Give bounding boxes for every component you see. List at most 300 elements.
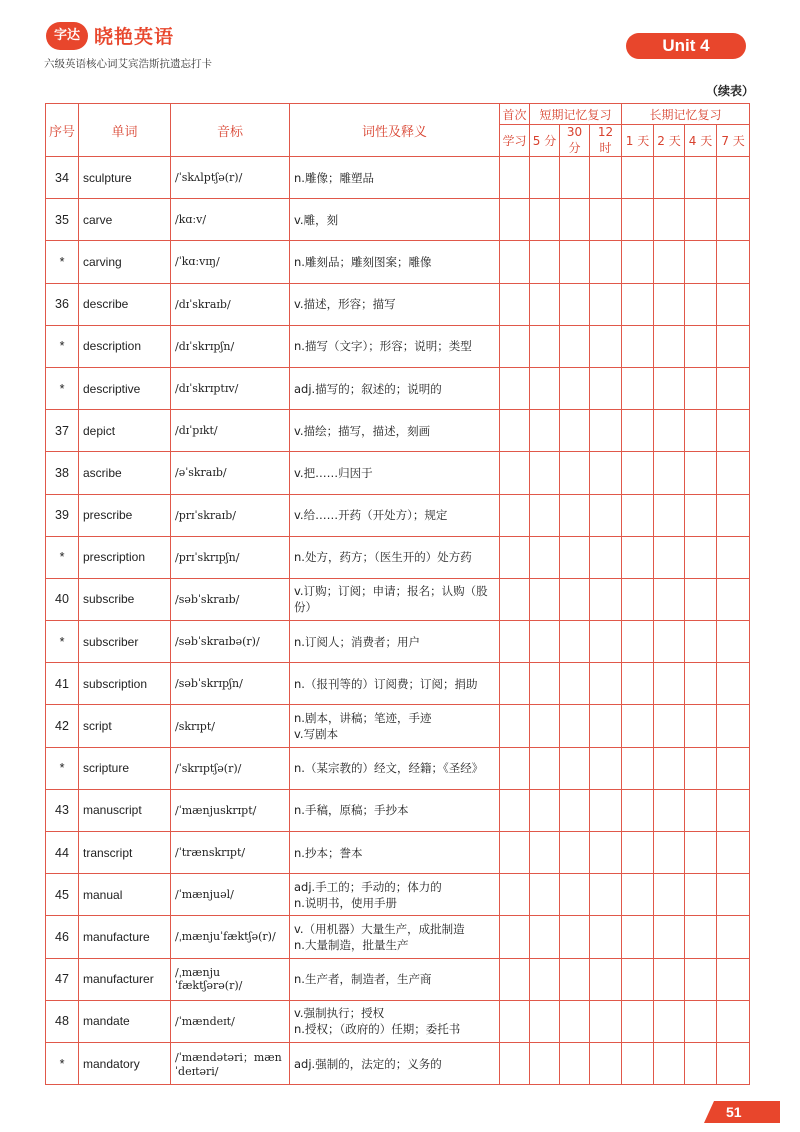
row-index: 39: [46, 494, 79, 536]
review-checkbox-cell[interactable]: [530, 874, 560, 916]
review-checkbox-cell[interactable]: [590, 367, 622, 409]
table-row: [46, 874, 750, 916]
review-checkbox-cell[interactable]: [685, 789, 717, 831]
meaning-line: v.强制执行；授权: [294, 1006, 385, 1021]
row-phonetic: /səbˈskraɪbə(r)/: [171, 621, 290, 663]
review-checkbox-cell[interactable]: [685, 452, 717, 494]
meaning-line: n.雕刻品；雕刻图案；雕像: [294, 254, 432, 269]
review-checkbox-cell[interactable]: [685, 1000, 717, 1042]
table-row: [46, 241, 750, 283]
row-meaning: [290, 1042, 500, 1084]
table-row: [46, 1042, 750, 1084]
meaning-line: n.抄本；誊本: [294, 845, 363, 860]
review-checkbox-cell[interactable]: [622, 1042, 654, 1084]
review-checkbox-cell[interactable]: [530, 325, 560, 367]
review-checkbox-cell[interactable]: [685, 578, 717, 620]
review-checkbox-cell[interactable]: [500, 367, 530, 409]
review-checkbox-cell[interactable]: [530, 199, 560, 241]
meaning-line: n.订阅人；消费者；用户: [294, 634, 420, 649]
review-checkbox-cell[interactable]: [530, 621, 560, 663]
review-checkbox-cell[interactable]: [622, 452, 654, 494]
row-index: 38: [46, 452, 79, 494]
review-checkbox-cell[interactable]: [500, 916, 530, 958]
row-index: 36: [46, 283, 79, 325]
header-index: 序号: [46, 104, 79, 157]
review-checkbox-cell[interactable]: [685, 747, 717, 789]
review-checkbox-cell[interactable]: [622, 325, 654, 367]
review-checkbox-cell[interactable]: [560, 494, 590, 536]
row-phonetic: /ˈskʌlptʃə(r)/: [171, 157, 290, 199]
review-checkbox-cell[interactable]: [590, 536, 622, 578]
table-row: [46, 663, 750, 705]
meaning-line: v.描绘；描写，描述，刻画: [294, 423, 431, 438]
review-checkbox-cell[interactable]: [654, 874, 685, 916]
review-checkbox-cell[interactable]: [717, 536, 750, 578]
row-word: subscribe: [79, 578, 171, 620]
vocabulary-table: [45, 103, 750, 1085]
row-meaning: [290, 452, 500, 494]
review-checkbox-cell[interactable]: [500, 874, 530, 916]
review-checkbox-cell[interactable]: [590, 1000, 622, 1042]
meaning-line: n.说明书，使用手册: [294, 895, 397, 910]
review-checkbox-cell[interactable]: [685, 367, 717, 409]
review-checkbox-cell[interactable]: [560, 283, 590, 325]
review-checkbox-cell[interactable]: [622, 958, 654, 1000]
review-checkbox-cell[interactable]: [590, 958, 622, 1000]
review-checkbox-cell[interactable]: [654, 1000, 685, 1042]
review-checkbox-cell[interactable]: [560, 452, 590, 494]
review-checkbox-cell[interactable]: [717, 747, 750, 789]
review-checkbox-cell[interactable]: [500, 536, 530, 578]
table-row: [46, 199, 750, 241]
review-checkbox-cell[interactable]: [622, 621, 654, 663]
review-checkbox-cell[interactable]: [560, 916, 590, 958]
review-checkbox-cell[interactable]: [530, 663, 560, 705]
review-checkbox-cell[interactable]: [560, 663, 590, 705]
unit-badge: Unit 4: [626, 33, 746, 59]
review-checkbox-cell[interactable]: [590, 1042, 622, 1084]
review-checkbox-cell[interactable]: [622, 874, 654, 916]
review-checkbox-cell[interactable]: [560, 367, 590, 409]
review-checkbox-cell[interactable]: [500, 747, 530, 789]
brand-logo: 字达: [46, 22, 88, 50]
review-checkbox-cell[interactable]: [500, 494, 530, 536]
review-checkbox-cell[interactable]: [717, 874, 750, 916]
review-checkbox-cell[interactable]: [717, 621, 750, 663]
review-checkbox-cell[interactable]: [622, 705, 654, 747]
meaning-line: v.（用机器）大量生产，成批制造: [294, 921, 465, 936]
row-index: 34: [46, 157, 79, 199]
review-checkbox-cell[interactable]: [622, 241, 654, 283]
row-meaning: [290, 241, 500, 283]
header-5min: 5 分: [530, 125, 560, 157]
review-checkbox-cell[interactable]: [530, 958, 560, 1000]
row-meaning: [290, 958, 500, 1000]
review-checkbox-cell[interactable]: [500, 958, 530, 1000]
row-meaning: [290, 747, 500, 789]
review-checkbox-cell[interactable]: [560, 832, 590, 874]
review-checkbox-cell[interactable]: [622, 199, 654, 241]
review-checkbox-cell[interactable]: [685, 283, 717, 325]
review-checkbox-cell[interactable]: [590, 325, 622, 367]
header-30min: 30 分: [560, 125, 590, 157]
row-meaning: [290, 832, 500, 874]
page-subtitle: 六级英语核心词艾宾浩斯抗遗忘打卡: [44, 58, 212, 70]
review-checkbox-cell[interactable]: [654, 663, 685, 705]
review-checkbox-cell[interactable]: [685, 241, 717, 283]
row-word: carve: [79, 199, 171, 241]
header-1day: 1 天: [622, 125, 654, 157]
row-phonetic: /dɪˈskrɪptɪv/: [171, 367, 290, 409]
meaning-line: v.雕，刻: [294, 212, 339, 227]
meaning-line: 份）: [294, 600, 317, 615]
brand-name: 晓艳英语: [94, 26, 175, 48]
review-checkbox-cell[interactable]: [530, 578, 560, 620]
row-meaning: [290, 621, 500, 663]
table-row: [46, 410, 750, 452]
meaning-line: n.手稿，原稿；手抄本: [294, 803, 409, 818]
row-index: 35: [46, 199, 79, 241]
review-checkbox-cell[interactable]: [654, 1042, 685, 1084]
review-checkbox-cell[interactable]: [622, 283, 654, 325]
review-checkbox-cell[interactable]: [685, 325, 717, 367]
review-checkbox-cell[interactable]: [530, 747, 560, 789]
review-checkbox-cell[interactable]: [717, 410, 750, 452]
review-checkbox-cell[interactable]: [622, 747, 654, 789]
review-checkbox-cell[interactable]: [560, 536, 590, 578]
review-checkbox-cell[interactable]: [717, 157, 750, 199]
table-row: [46, 916, 750, 958]
row-phonetic: /əˈskraɪb/: [171, 452, 290, 494]
review-checkbox-cell[interactable]: [590, 199, 622, 241]
review-checkbox-cell[interactable]: [530, 452, 560, 494]
review-checkbox-cell[interactable]: [500, 705, 530, 747]
review-checkbox-cell[interactable]: [500, 199, 530, 241]
review-checkbox-cell[interactable]: [717, 494, 750, 536]
meaning-line: v.描述，形容；描写: [294, 297, 396, 312]
table-row: [46, 1000, 750, 1042]
review-checkbox-cell[interactable]: [560, 705, 590, 747]
review-checkbox-cell[interactable]: [590, 452, 622, 494]
row-meaning: [290, 705, 500, 747]
row-meaning: [290, 199, 500, 241]
header-long-term: 长期记忆复习: [622, 104, 750, 125]
review-checkbox-cell[interactable]: [717, 199, 750, 241]
row-meaning: [290, 283, 500, 325]
row-word: mandate: [79, 1000, 171, 1042]
review-checkbox-cell[interactable]: [717, 958, 750, 1000]
review-checkbox-cell[interactable]: [530, 916, 560, 958]
review-checkbox-cell[interactable]: [654, 410, 685, 452]
review-checkbox-cell[interactable]: [717, 367, 750, 409]
review-checkbox-cell[interactable]: [560, 621, 590, 663]
review-checkbox-cell[interactable]: [685, 832, 717, 874]
review-checkbox-cell[interactable]: [654, 157, 685, 199]
review-checkbox-cell[interactable]: [717, 241, 750, 283]
review-checkbox-cell[interactable]: [560, 789, 590, 831]
review-checkbox-cell[interactable]: [654, 832, 685, 874]
review-checkbox-cell[interactable]: [590, 578, 622, 620]
review-checkbox-cell[interactable]: [685, 874, 717, 916]
row-phonetic: /ˈmændətəri；mænˈdeɪtəri/: [171, 1042, 290, 1084]
review-checkbox-cell[interactable]: [654, 494, 685, 536]
row-index: *: [46, 367, 79, 409]
review-checkbox-cell[interactable]: [590, 410, 622, 452]
review-checkbox-cell[interactable]: [560, 958, 590, 1000]
meaning-line: v.把……归因于: [294, 465, 373, 480]
review-checkbox-cell[interactable]: [622, 494, 654, 536]
review-checkbox-cell[interactable]: [500, 578, 530, 620]
review-checkbox-cell[interactable]: [530, 1000, 560, 1042]
row-index: 37: [46, 410, 79, 452]
review-checkbox-cell[interactable]: [654, 241, 685, 283]
row-index: 48: [46, 1000, 79, 1042]
row-word: manuscript: [79, 789, 171, 831]
page-header: [0, 0, 800, 98]
review-checkbox-cell[interactable]: [530, 494, 560, 536]
row-phonetic: /prɪˈskraɪb/: [171, 494, 290, 536]
review-checkbox-cell[interactable]: [590, 832, 622, 874]
row-phonetic: /səbˈskrɪpʃn/: [171, 663, 290, 705]
review-checkbox-cell[interactable]: [500, 1042, 530, 1084]
header-7day: 7 天: [717, 125, 750, 157]
table-row: [46, 578, 750, 620]
review-checkbox-cell[interactable]: [500, 1000, 530, 1042]
review-checkbox-cell[interactable]: [530, 157, 560, 199]
review-checkbox-cell[interactable]: [685, 621, 717, 663]
review-checkbox-cell[interactable]: [560, 241, 590, 283]
meaning-line: n.（报刊等的）订阅费；订阅；捐助: [294, 676, 478, 691]
review-checkbox-cell[interactable]: [560, 747, 590, 789]
table-row: [46, 747, 750, 789]
review-checkbox-cell[interactable]: [622, 832, 654, 874]
review-checkbox-cell[interactable]: [500, 410, 530, 452]
row-meaning: [290, 367, 500, 409]
review-checkbox-cell[interactable]: [590, 494, 622, 536]
meaning-line: n.授权；（政府的）任期；委托书: [294, 1022, 461, 1037]
row-phonetic: /kɑːv/: [171, 199, 290, 241]
review-checkbox-cell[interactable]: [590, 874, 622, 916]
review-checkbox-cell[interactable]: [560, 199, 590, 241]
row-phonetic: /ˈmænjuəl/: [171, 874, 290, 916]
row-phonetic: /səbˈskraɪb/: [171, 578, 290, 620]
review-checkbox-cell[interactable]: [530, 832, 560, 874]
table-row: [46, 325, 750, 367]
review-checkbox-cell[interactable]: [500, 157, 530, 199]
review-checkbox-cell[interactable]: [717, 832, 750, 874]
row-word: script: [79, 705, 171, 747]
review-checkbox-cell[interactable]: [622, 916, 654, 958]
review-checkbox-cell[interactable]: [590, 157, 622, 199]
review-checkbox-cell[interactable]: [622, 536, 654, 578]
row-word: transcript: [79, 832, 171, 874]
review-checkbox-cell[interactable]: [685, 705, 717, 747]
row-phonetic: /dɪˈskrɪpʃn/: [171, 325, 290, 367]
review-checkbox-cell[interactable]: [590, 747, 622, 789]
review-checkbox-cell[interactable]: [590, 663, 622, 705]
table-row: [46, 958, 750, 1000]
meaning-line: v.订购；订阅；申请；报名；认购（股: [294, 584, 488, 599]
meaning-line: n.描写（文字）；形容；说明；类型: [294, 339, 472, 354]
review-checkbox-cell[interactable]: [622, 663, 654, 705]
review-checkbox-cell[interactable]: [717, 452, 750, 494]
review-checkbox-cell[interactable]: [530, 367, 560, 409]
review-checkbox-cell[interactable]: [590, 283, 622, 325]
row-word: depict: [79, 410, 171, 452]
review-checkbox-cell[interactable]: [560, 1042, 590, 1084]
row-phonetic: /ˈmændeɪt/: [171, 1000, 290, 1042]
row-index: *: [46, 536, 79, 578]
row-phonetic: /dɪˈskraɪb/: [171, 283, 290, 325]
review-checkbox-cell[interactable]: [590, 241, 622, 283]
review-checkbox-cell[interactable]: [685, 536, 717, 578]
review-checkbox-cell[interactable]: [685, 157, 717, 199]
header-first: 首次: [500, 104, 530, 125]
meaning-line: adj.手工的；手动的；体力的: [294, 879, 442, 894]
review-checkbox-cell[interactable]: [654, 747, 685, 789]
meaning-line: adj.描写的；叙述的；说明的: [294, 381, 442, 396]
table-row: [46, 621, 750, 663]
row-word: description: [79, 325, 171, 367]
row-word: ascribe: [79, 452, 171, 494]
table-row: [46, 789, 750, 831]
review-checkbox-cell[interactable]: [717, 325, 750, 367]
table-body: [46, 157, 750, 1085]
review-checkbox-cell[interactable]: [622, 410, 654, 452]
row-phonetic: /ˈkɑːvɪŋ/: [171, 241, 290, 283]
review-checkbox-cell[interactable]: [717, 663, 750, 705]
review-checkbox-cell[interactable]: [530, 1042, 560, 1084]
review-checkbox-cell[interactable]: [717, 705, 750, 747]
review-checkbox-cell[interactable]: [685, 410, 717, 452]
row-index: *: [46, 241, 79, 283]
row-index: 41: [46, 663, 79, 705]
review-checkbox-cell[interactable]: [654, 705, 685, 747]
review-checkbox-cell[interactable]: [560, 578, 590, 620]
review-checkbox-cell[interactable]: [654, 199, 685, 241]
review-checkbox-cell[interactable]: [717, 578, 750, 620]
review-checkbox-cell[interactable]: [654, 325, 685, 367]
review-checkbox-cell[interactable]: [685, 1042, 717, 1084]
header-short-term: 短期记忆复习: [530, 104, 622, 125]
review-checkbox-cell[interactable]: [500, 663, 530, 705]
review-checkbox-cell[interactable]: [530, 283, 560, 325]
row-phonetic: /ˈmænjuskrɪpt/: [171, 789, 290, 831]
row-word: describe: [79, 283, 171, 325]
table-row: [46, 536, 750, 578]
review-checkbox-cell[interactable]: [717, 916, 750, 958]
header-4day: 4 天: [685, 125, 717, 157]
review-checkbox-cell[interactable]: [654, 789, 685, 831]
row-index: *: [46, 747, 79, 789]
row-index: 42: [46, 705, 79, 747]
review-checkbox-cell[interactable]: [500, 832, 530, 874]
review-checkbox-cell[interactable]: [685, 199, 717, 241]
review-checkbox-cell[interactable]: [654, 916, 685, 958]
review-checkbox-cell[interactable]: [560, 157, 590, 199]
row-index: 43: [46, 789, 79, 831]
header-first-sub: 学习: [500, 125, 530, 157]
review-checkbox-cell[interactable]: [622, 789, 654, 831]
review-checkbox-cell[interactable]: [685, 958, 717, 1000]
review-checkbox-cell[interactable]: [500, 621, 530, 663]
review-checkbox-cell[interactable]: [654, 283, 685, 325]
review-checkbox-cell[interactable]: [530, 536, 560, 578]
row-meaning: [290, 789, 500, 831]
row-word: subscriber: [79, 621, 171, 663]
review-checkbox-cell[interactable]: [717, 283, 750, 325]
review-checkbox-cell[interactable]: [654, 578, 685, 620]
table-row: [46, 283, 750, 325]
row-word: manufacture: [79, 916, 171, 958]
row-word: sculpture: [79, 157, 171, 199]
meaning-line: n.处方，药方；（医生开的）处方药: [294, 550, 472, 565]
review-checkbox-cell[interactable]: [530, 410, 560, 452]
review-checkbox-cell[interactable]: [560, 410, 590, 452]
row-word: descriptive: [79, 367, 171, 409]
review-checkbox-cell[interactable]: [654, 958, 685, 1000]
review-checkbox-cell[interactable]: [654, 367, 685, 409]
review-checkbox-cell[interactable]: [622, 367, 654, 409]
header-meaning: 词性及释义: [290, 104, 500, 157]
row-word: mandatory: [79, 1042, 171, 1084]
review-checkbox-cell[interactable]: [500, 283, 530, 325]
row-meaning: [290, 663, 500, 705]
review-checkbox-cell[interactable]: [560, 874, 590, 916]
row-word: prescription: [79, 536, 171, 578]
review-checkbox-cell[interactable]: [530, 789, 560, 831]
header-word: 单词: [79, 104, 171, 157]
review-checkbox-cell[interactable]: [590, 621, 622, 663]
review-checkbox-cell[interactable]: [685, 494, 717, 536]
review-checkbox-cell[interactable]: [590, 705, 622, 747]
meaning-line: n.剧本，讲稿；笔迹，手迹: [294, 711, 432, 726]
review-checkbox-cell[interactable]: [622, 578, 654, 620]
review-checkbox-cell[interactable]: [654, 452, 685, 494]
review-checkbox-cell[interactable]: [622, 157, 654, 199]
table-row: [46, 832, 750, 874]
review-checkbox-cell[interactable]: [654, 621, 685, 663]
review-checkbox-cell[interactable]: [717, 1042, 750, 1084]
header-phonetic: 音标: [171, 104, 290, 157]
review-checkbox-cell[interactable]: [530, 241, 560, 283]
review-checkbox-cell[interactable]: [685, 663, 717, 705]
table-row: [46, 367, 750, 409]
review-checkbox-cell[interactable]: [654, 536, 685, 578]
review-checkbox-cell[interactable]: [560, 1000, 590, 1042]
meaning-line: adj.强制的，法定的；义务的: [294, 1056, 442, 1071]
review-checkbox-cell[interactable]: [717, 789, 750, 831]
review-checkbox-cell[interactable]: [500, 452, 530, 494]
review-checkbox-cell[interactable]: [590, 916, 622, 958]
review-checkbox-cell[interactable]: [530, 705, 560, 747]
review-checkbox-cell[interactable]: [717, 1000, 750, 1042]
review-checkbox-cell[interactable]: [500, 789, 530, 831]
review-checkbox-cell[interactable]: [590, 789, 622, 831]
review-checkbox-cell[interactable]: [500, 325, 530, 367]
row-word: manual: [79, 874, 171, 916]
review-checkbox-cell[interactable]: [500, 241, 530, 283]
page-number-badge: [704, 1101, 780, 1123]
review-checkbox-cell[interactable]: [685, 916, 717, 958]
review-checkbox-cell[interactable]: [560, 325, 590, 367]
row-meaning: [290, 578, 500, 620]
review-checkbox-cell[interactable]: [622, 1000, 654, 1042]
row-phonetic: /ˈtrænskrɪpt/: [171, 832, 290, 874]
row-index: *: [46, 325, 79, 367]
row-phonetic: /prɪˈskrɪpʃn/: [171, 536, 290, 578]
table-row: [46, 494, 750, 536]
